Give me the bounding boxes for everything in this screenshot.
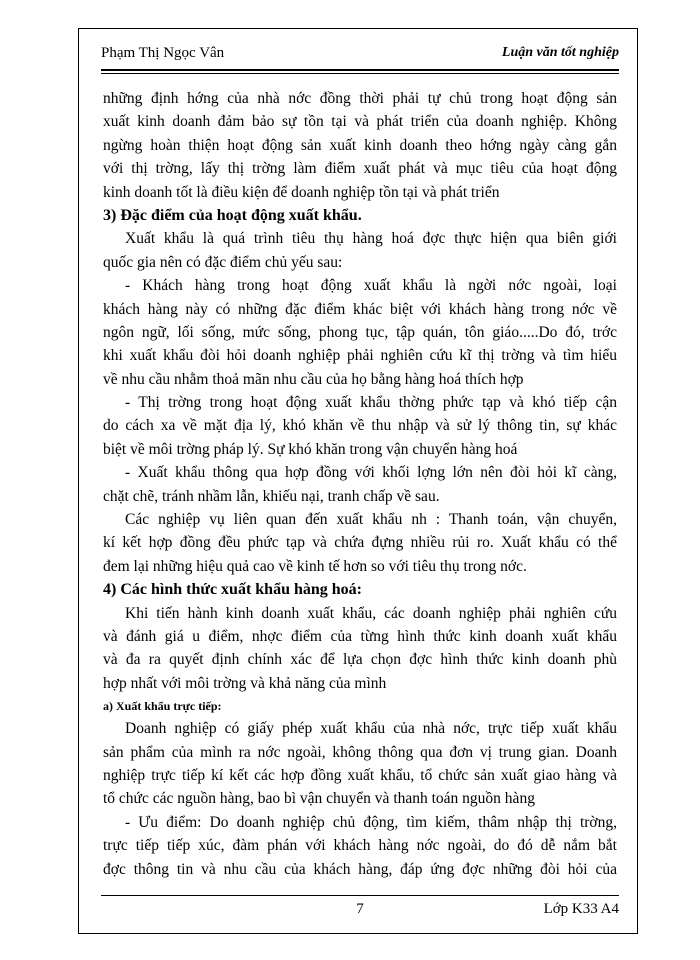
paragraph-last-line: quốc gia nên có đặc điểm chủ yếu sau:: [103, 253, 343, 271]
text-line: đợc thông tin và nhu cầu của khách hàng, đáp ứng đợc những đòi hỏi của: [103, 860, 617, 878]
paragraph-last-line: hợp nhất với môi trờng và khả năng của mình: [103, 674, 387, 692]
document-body: [103, 87, 617, 881]
paragraph-first-line: Xuất khẩu là quá trình tiêu thụ hàng hoá đợc thực hiện qua biên giới: [125, 230, 617, 248]
paragraph-first-line: Các nghiệp vụ liên quan đến xuất khẩu nh : Thanh toán, vận chuyển,: [125, 511, 617, 529]
text-line: xuất kinh doanh đảm bảo sự tồn tại và phát triển của doanh nghiệp. Không: [103, 113, 617, 131]
class-code: Lớp K33 A4: [543, 901, 619, 917]
page-header: [101, 45, 619, 71]
document-page: [78, 28, 638, 934]
text-line: do cách xa về mặt địa lý, khó khăn về thu nhập và sử lý thông tin, sự khác: [103, 417, 617, 435]
text-line: những định hớng của nhà nớc đồng thời phải tự chủ trong hoạt động sản: [103, 90, 617, 107]
text-line: và đa ra quyết định chính xác để lựa chọn đợc hình thức kinh doanh phù: [103, 651, 617, 669]
paragraph-last-line: kinh doanh tốt là điều kiện để doanh nghiệp tồn tại và phát triển: [103, 183, 500, 201]
text-line: với thị trờng, lấy thị trờng làm điểm xuất phát và mục tiêu của hoạt động: [103, 160, 617, 178]
paragraph-first-line: Khi tiến hành kinh doanh xuất khẩu, các doanh nghiệp phải nghiên cứu: [125, 604, 617, 622]
paragraph-first-line: Doanh nghiệp có giấy phép xuất khẩu của nhà nớc, trực tiếp xuất khẩu: [125, 720, 617, 738]
paragraph-last-line: về nhu cầu nhằm thoả mãn nhu cầu của họ bằng hàng hoá thích hợp: [103, 370, 524, 388]
paragraph-last-line: chặt chẽ, tránh nhầm lẫn, khiếu nại, tranh chấp về sau.: [103, 487, 440, 505]
text-line: trực tiếp tiếp xúc, đàm phán với khách hàng nớc ngoài, do đó dễ nắm bắt: [103, 837, 617, 855]
text-line: sản phẩm của mình ra nớc ngoài, không thông qua đơn vị trung gian. Doanh: [103, 743, 617, 761]
text-line: kí kết hợp đồng đều phức tạp và chứa đựng nhiều rủi ro. Xuất khẩu có thể: [103, 534, 617, 552]
paragraph-last-line: biệt về môi trờng pháp lý. Sự khó khăn trong vận chuyển hàng hoá: [103, 440, 518, 458]
header-divider: [101, 69, 619, 71]
paragraph-first-line: - Ưu điểm: Do doanh nghiệp chủ động, tìm kiếm, thâm nhập thị trờng,: [125, 813, 617, 831]
text-line: và đánh giá u điểm, nhợc điểm của từng hình thức kinh doanh xuất khẩu: [103, 627, 617, 645]
paragraph-last-line: tổ chức các nguồn hàng, bao bì vận chuyển và thanh toán nguồn hàng: [103, 790, 535, 808]
author-name: Phạm Thị Ngọc Vân: [101, 45, 225, 61]
paragraph-last-line: đem lại những hiệu quả cao về kinh tế hơn so với tiêu thụ trong nớc.: [103, 557, 527, 575]
text-line: khi xuất khẩu đòi hỏi doanh nghiệp phải nghiên cứu kĩ thị trờng và tìm hiểu: [103, 347, 617, 365]
page-footer: [101, 895, 619, 921]
subsection-heading: a) Xuất khẩu trực tiếp:: [103, 699, 222, 714]
text-line: khách hàng này có những đặc điểm khác biệt với khách hàng trong nớc về: [103, 300, 617, 318]
paragraph-first-line: - Thị trờng trong hoạt động xuất khẩu thờng phức tạp và khó tiếp cận: [125, 394, 617, 412]
paragraph-first-line: - Khách hàng trong hoạt động xuất khẩu là ngời nớc ngoài, loại: [125, 277, 617, 295]
text-line: nghiệp trực tiếp kí kết các hợp đồng xuất khẩu, tổ chức sản xuất giao hàng và: [103, 766, 617, 784]
section-heading: 4) Các hình thức xuất khẩu hàng hoá:: [103, 581, 362, 599]
paragraph-first-line: - Xuất khẩu thông qua hợp đồng với khối lợng lớn nên đòi hỏi kĩ càng,: [125, 464, 617, 482]
text-line: ngôn ngữ, lối sống, mức sống, phong tục, tập quán, tôn giáo.....Do đó, trớc: [103, 323, 617, 341]
section-heading: 3) Đặc điểm của hoạt động xuất khẩu.: [103, 206, 362, 224]
document-type: Luận văn tốt nghiệp: [501, 45, 619, 60]
text-line: ngừng hoàn thiện hoạt động sản xuất kinh doanh theo hớng ngày càng gắn: [103, 136, 617, 154]
header-divider-thin: [101, 73, 619, 74]
page-number: 7: [356, 901, 364, 917]
footer-divider: [101, 895, 619, 896]
